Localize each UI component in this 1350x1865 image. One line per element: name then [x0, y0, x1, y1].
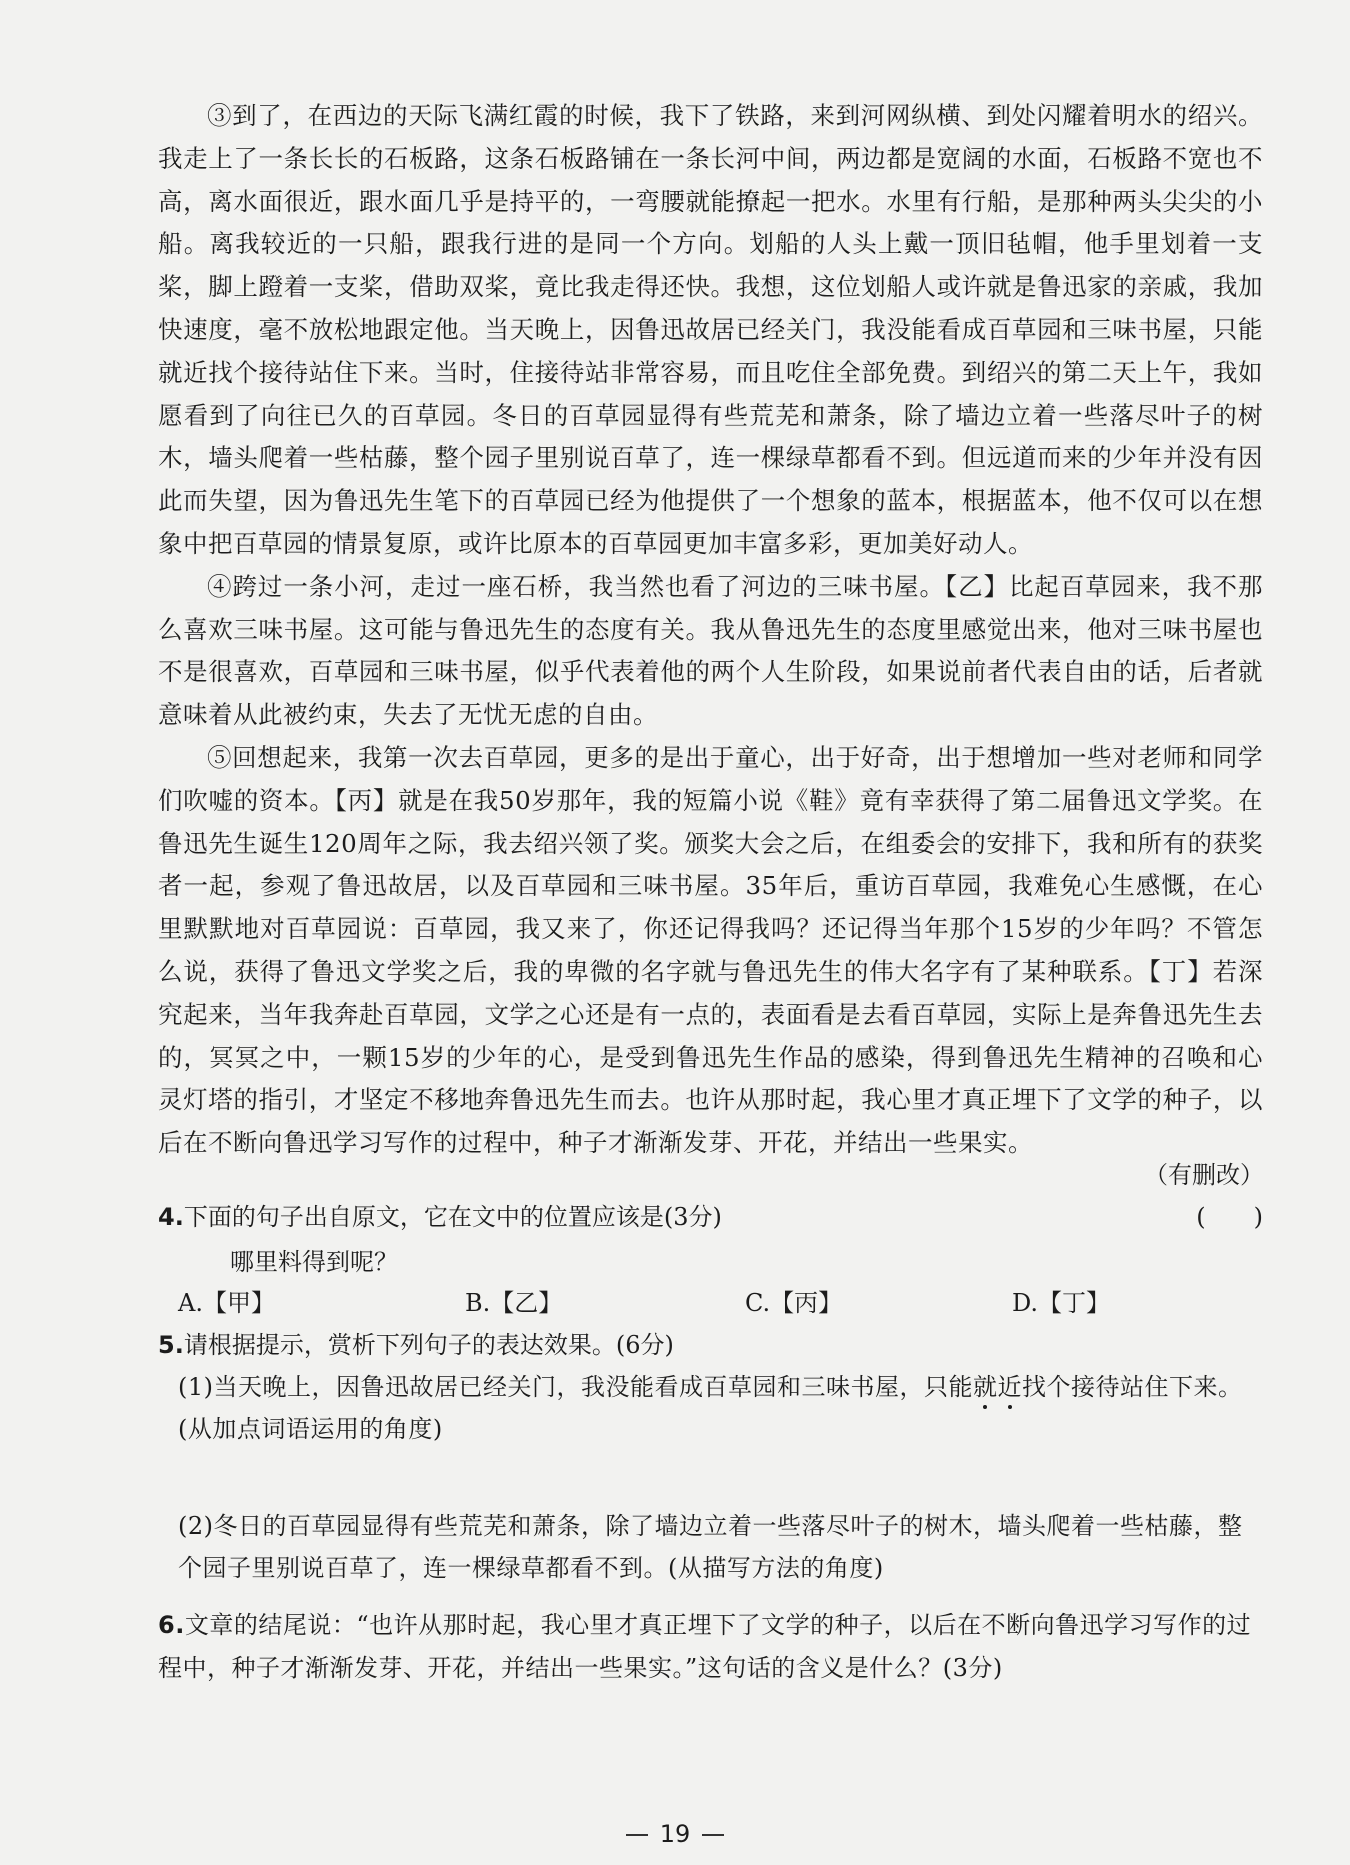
question-6 — [158, 1604, 1263, 1690]
article-body — [158, 95, 1263, 1165]
emphasized-word-jiu: 就 — [973, 1373, 998, 1401]
emphasis-dot-icon — [983, 1405, 987, 1409]
question-4-text: 下面的句子出自原文，它在文中的位置应该是(3分) — [183, 1203, 722, 1231]
question-4-quote: 哪里料得到呢？ — [230, 1248, 398, 1276]
option-c[interactable]: C.【丙】 — [745, 1289, 843, 1317]
sub-1-tail: 找个接待站住下来。(从加点词语运用的角度) — [178, 1373, 1243, 1443]
paragraph-3: ③到了，在西边的天际飞满红霞的时候，我下了铁路，来到河网纵横、到处闪耀着明水的绍兴。我走上了一条长长的石板路，这条石板路铺在一条长河中间，两边都是宽阔的水面，石板路不宽也不高，离水面很近，跟水面几乎是持平的，一弯腰就能撩起一把水。水里有行船，是那种两头尖尖的小船。离我较近的一只船，跟我行进的是同一个方向。划船的人头上戴一顶旧毡帽，他手里划着一支桨，脚上蹬着一支桨，借助双桨，竟比我走得还快。我想，这位划船人或许就是鲁迅家的亲戚，我加快速度，毫不放松地跟定他。当天晚上，因鲁迅故居已经关门，我没能看成百草园和三味书屋，只能就近找个接待站住下来。当时，住接待站非常容易，而且吃住全部免费。到绍兴的第二天上午，我如愿看到了向往已久的百草园。冬日的百草园显得有些荒芜和萧条，除了墙边立着一些落尽叶子的树木，墙头爬着一些枯藤，整个园子里别说百草了，连一棵绿草都看不到。但远道而来的少年并没有因此而失望，因为鲁迅先生笔下的百草园已经为他提供了一个想象的蓝本，根据蓝本，他不仅可以在想象中把百草园的情景复原，或许比原本的百草园更加丰富多彩，更加美好动人。 — [158, 101, 1263, 558]
option-b[interactable]: B.【乙】 — [465, 1289, 563, 1317]
emphasis-dot-icon — [1008, 1405, 1012, 1409]
paragraph-5: ⑤回想起来，我第一次去百草园，更多的是出于童心，出于好奇，出于想增加一些对老师和同学们吹嘘的资本。【丙】就是在我50岁那年，我的短篇小说《鞋》竟有幸获得了第二届鲁迅文学奖。在鲁迅先生诞生120周年之际，我去绍兴领了奖。颁奖大会之后，在组委会的安排下，我和所有的获奖者一起，参观了鲁迅故居，以及百草园和三味书屋。35年后，重访百草园，我难免心生感慨，在心里默默地对百草园说：百草园，我又来了，你还记得我吗？还记得当年那个15岁的少年吗？不管怎么说，获得了鲁迅文学奖之后，我的卑微的名字就与鲁迅先生的伟大名字有了某种联系。【丁】若深究起来，当年我奔赴百草园，文学之心还是有一点的，表面看是去看百草园，实际上是奔鲁迅先生去的，冥冥之中，一颗15岁的少年的心，是受到鲁迅先生作品的感染，得到鲁迅先生精神的召唤和心灵灯塔的指引，才坚定不移地奔鲁迅先生而去。也许从那时起，我心里才真正埋下了文学的种子，以后在不断向鲁迅学习写作的过程中，种子才渐渐发芽、开花，并结出一些果实。 — [158, 742, 1263, 1158]
question-4 — [158, 1197, 1263, 1232]
option-a[interactable]: A.【甲】 — [178, 1289, 275, 1317]
question-4-number: 4. — [158, 1203, 184, 1231]
sub-1-head: (1)当天晚上，因鲁迅故居已经关门，我没能看成百草园和三味书屋，只能 — [178, 1373, 973, 1401]
question-6-number: 6. — [158, 1611, 185, 1639]
option-d[interactable]: D.【丁】 — [1012, 1289, 1111, 1317]
dash-left — [626, 1834, 648, 1836]
paragraph-4: ④跨过一条小河，走过一座石桥，我当然也看了河边的三味书屋。【乙】比起百草园来，我不那么喜欢三味书屋。这可能与鲁迅先生的态度有关。我从鲁迅先生的态度里感觉出来，他对三味书屋也不是很喜欢，百草园和三味书屋，似乎代表着他的两个人生阶段，如果说前者代表自由的话，后者就意味着从此被约束，失去了无忧无虑的自由。 — [158, 571, 1263, 730]
source-note: （有删改） — [1144, 1161, 1264, 1189]
answer-bracket[interactable]: ( ) — [1196, 1203, 1263, 1231]
page-number: 19 — [0, 1820, 1350, 1848]
question-5-sub-2: (2)冬日的百草园显得有些荒芜和萧条，除了墙边立着一些落尽叶子的树木，墙头爬着一些枯藤，整个园子里别说百草了，连一棵绿草都看不到。(从描写方法的角度) — [178, 1512, 1243, 1582]
question-5-number: 5. — [158, 1331, 184, 1359]
emphasized-word-jin: 近 — [998, 1373, 1023, 1401]
question-5-text: 请根据提示，赏析下列句子的表达效果。(6分) — [183, 1331, 674, 1359]
question-6-text: 文章的结尾说：“也许从那时起，我心里才真正埋下了文学的种子，以后在不断向鲁迅学习写作的过程中，种子才渐渐发芽、开花，并结出一些果实。”这句话的含义是什么？(3分) — [158, 1611, 1252, 1682]
question-5 — [158, 1325, 1263, 1360]
question-5-sub-1 — [178, 1366, 1263, 1450]
dash-right — [702, 1834, 724, 1836]
